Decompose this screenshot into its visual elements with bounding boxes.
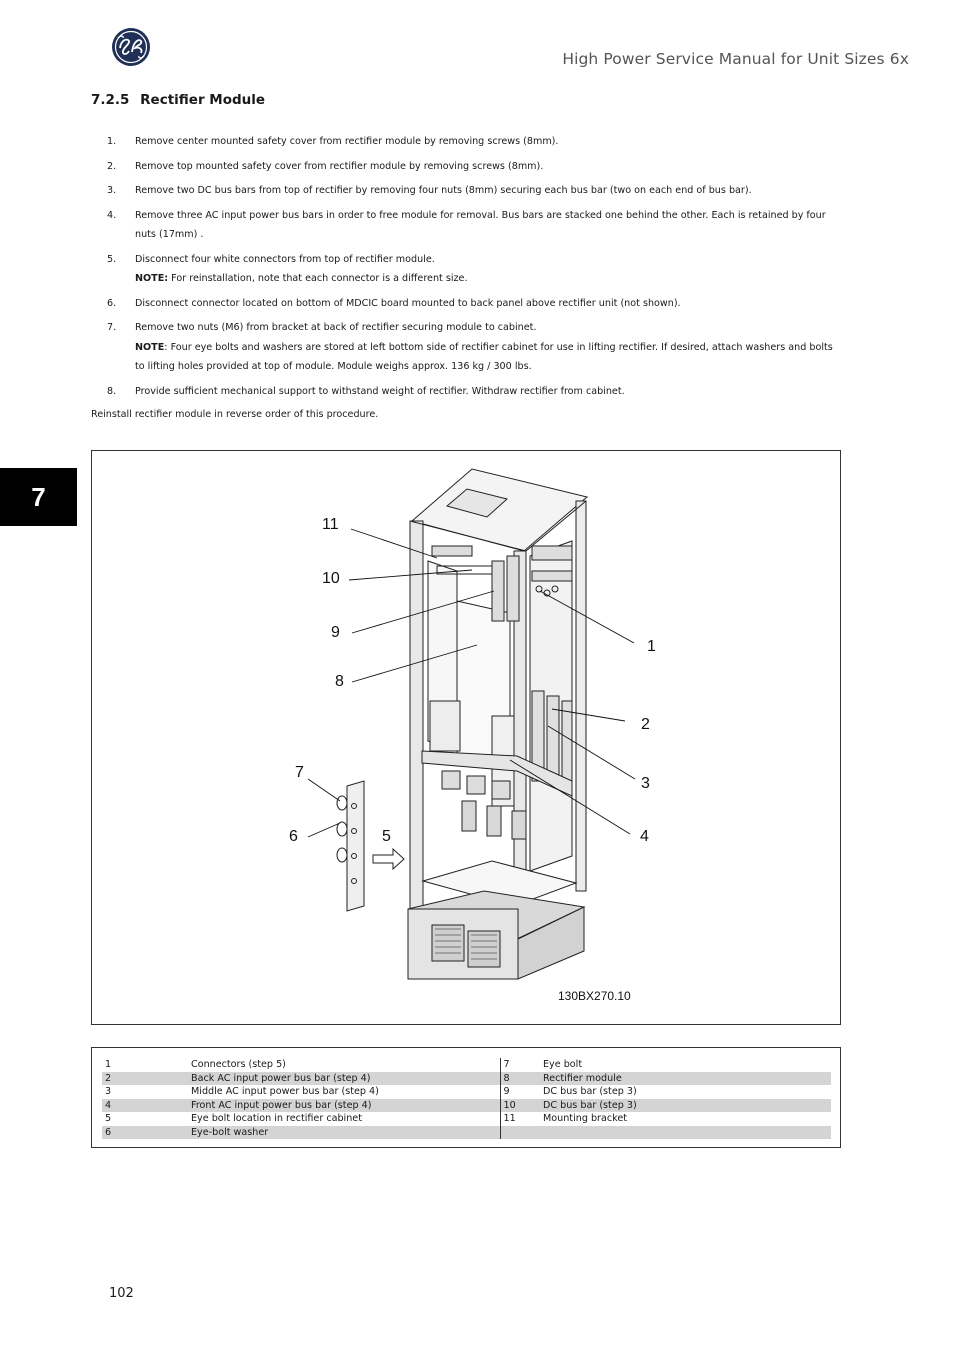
- figure-legend: [91, 1047, 841, 1148]
- callout-4: 4: [640, 828, 649, 845]
- step-text: Disconnect connector located on bottom of MDCIC board mounted to back panel above rectifier unit (not shown).: [135, 297, 681, 309]
- figure-code: 130BX270.10: [558, 989, 631, 1003]
- legend-number: 2: [102, 1072, 188, 1086]
- step-item: [91, 318, 843, 377]
- step-text: Provide sufficient mechanical support to withstand weight of rectifier. Withdraw rectifier from cabinet.: [135, 385, 625, 397]
- step-number: 3.: [107, 185, 117, 196]
- procedure-steps: [91, 132, 843, 406]
- legend-text: DC bus bar (step 3): [543, 1086, 637, 1098]
- callout-6: 6: [289, 828, 298, 845]
- step-item: [91, 382, 843, 402]
- callout-7: 7: [295, 764, 304, 781]
- step-number: 1.: [107, 136, 117, 147]
- legend-number: 5: [105, 1113, 112, 1125]
- callout-9: 9: [331, 624, 340, 641]
- legend-text: DC bus bar (step 3): [540, 1099, 831, 1113]
- section-heading: [91, 92, 265, 108]
- step-item: [91, 294, 843, 314]
- legend-row: [102, 1099, 831, 1113]
- callout-8: 8: [335, 673, 344, 690]
- legend-number: 4: [102, 1099, 188, 1113]
- step-number: 4.: [107, 209, 117, 221]
- legend-text: [540, 1126, 831, 1140]
- cabinet-illustration: [92, 451, 842, 1026]
- legend-text: Connectors (step 5): [191, 1059, 286, 1071]
- legend-row: [102, 1058, 831, 1072]
- step-number: 6.: [107, 297, 117, 309]
- legend-row: [102, 1112, 831, 1126]
- legend-text: Rectifier module: [540, 1072, 831, 1086]
- step-item: [91, 250, 843, 289]
- legend-number: 1: [105, 1059, 112, 1071]
- note-label: NOTE: [135, 341, 165, 353]
- legend-row: [102, 1085, 831, 1099]
- page-number: 102: [109, 1286, 134, 1301]
- note-text: : Four eye bolts and washers are stored at left bottom side of rectifier cabinet for use in lifting rectifier. If desired, attach washers and bolts to lifting holes provided at top of module. Module weighs approx. 136 kg / 300 lbs.: [135, 341, 833, 372]
- legend-text: Mounting bracket: [543, 1113, 628, 1125]
- step-number: 2.: [107, 160, 117, 172]
- step-text: Remove three AC input power bus bars in order to free module for removal. Bus bars are stacked one behind the other. Each is retained by four nuts (17mm) .: [135, 209, 826, 240]
- step-number: 8.: [107, 385, 117, 397]
- step-item: [91, 181, 843, 201]
- legend-row: [102, 1072, 831, 1086]
- legend-text: Eye bolt: [543, 1059, 583, 1071]
- section-number: 7.2.5: [91, 92, 130, 108]
- section-title: Rectifier Module: [140, 92, 266, 108]
- step-text: Disconnect four white connectors from top of rectifier module.: [135, 253, 435, 265]
- legend-number: [500, 1126, 540, 1140]
- callout-2: 2: [641, 716, 650, 733]
- manual-title: High Power Service Manual for Unit Sizes 6x: [562, 50, 909, 68]
- legend-text: Middle AC input power bus bar (step 4): [191, 1086, 379, 1098]
- step-text: Remove top mounted safety cover from rectifier module by removing screws (8mm).: [135, 160, 544, 172]
- chapter-tab: 7: [0, 468, 77, 526]
- note-text: For reinstallation, note that each connector is a different size.: [168, 273, 468, 284]
- callout-1: 1: [647, 638, 656, 655]
- step-text: Remove two nuts (M6) from bracket at back of rectifier securing module to cabinet.: [135, 322, 537, 333]
- legend-number: 11: [500, 1112, 540, 1126]
- legend-text: Eye-bolt washer: [188, 1126, 500, 1140]
- legend-row: [102, 1126, 831, 1140]
- callout-3: 3: [641, 775, 650, 792]
- legend-number: 3: [105, 1086, 112, 1098]
- closing-instruction: Reinstall rectifier module in reverse order of this procedure.: [91, 409, 379, 420]
- legend-text: Eye bolt location in rectifier cabinet: [191, 1113, 362, 1125]
- step-item: [91, 132, 843, 152]
- note-label: NOTE:: [135, 273, 169, 284]
- step-item: [91, 157, 843, 177]
- legend-number: 8: [500, 1072, 540, 1086]
- legend-number: 9: [500, 1085, 540, 1099]
- legend-number: 7: [500, 1058, 540, 1072]
- callout-11: 11: [322, 516, 339, 533]
- legend-text: Front AC input power bus bar (step 4): [188, 1099, 500, 1113]
- ge-logo: [111, 27, 151, 67]
- legend-number: 10: [500, 1099, 540, 1113]
- step-number: 5.: [107, 253, 117, 265]
- step-item: [91, 206, 843, 245]
- step-text: Remove center mounted safety cover from rectifier module by removing screws (8mm).: [135, 136, 559, 147]
- rectifier-cabinet-figure: [91, 450, 841, 1025]
- callout-5: 5: [382, 828, 391, 845]
- step-number: 7.: [107, 322, 117, 333]
- legend-number: 6: [102, 1126, 188, 1140]
- step-text: Remove two DC bus bars from top of rectifier by removing four nuts (8mm) securing each bus bar (two on each end of bus bar).: [135, 185, 752, 196]
- legend-table: [102, 1058, 831, 1139]
- legend-text: Back AC input power bus bar (step 4): [188, 1072, 500, 1086]
- callout-10: 10: [322, 570, 340, 587]
